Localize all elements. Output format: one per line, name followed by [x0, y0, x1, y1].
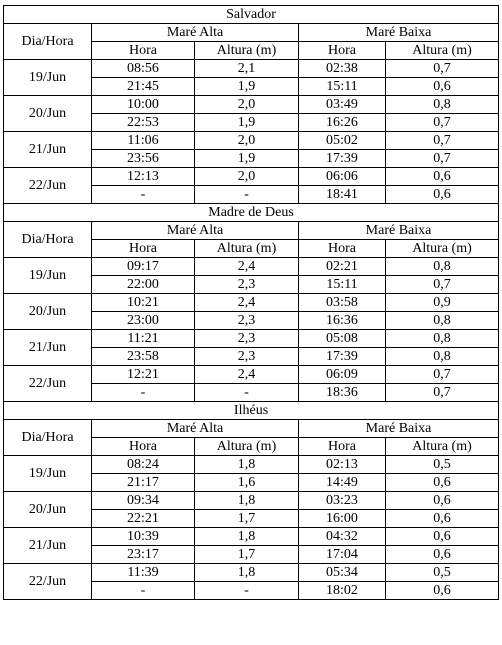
low-tide-height: 0,7 — [386, 114, 499, 132]
table-row — [4, 258, 499, 276]
table-row — [4, 96, 499, 114]
low-tide-time: 02:38 — [299, 60, 386, 78]
low-tide-height: 0,7 — [386, 60, 499, 78]
low-tide-hora-header: Hora — [299, 438, 386, 456]
high-tide-height: 2,3 — [195, 312, 299, 330]
high-tide-height: 2,4 — [195, 258, 299, 276]
high-tide-height: 1,6 — [195, 474, 299, 492]
low-tide-time: 03:49 — [299, 96, 386, 114]
high-tide-hora-header: Hora — [92, 42, 195, 60]
low-tide-height: 0,5 — [386, 564, 499, 582]
table-row — [4, 294, 499, 312]
low-tide-time: 04:32 — [299, 528, 386, 546]
low-tide-height: 0,6 — [386, 582, 499, 600]
high-tide-time: 21:45 — [92, 78, 195, 96]
location-title-row — [4, 204, 499, 222]
group-header-row — [4, 420, 499, 438]
low-tide-time: 18:36 — [299, 384, 386, 402]
high-tide-altura-header: Altura (m) — [195, 42, 299, 60]
low-tide-altura-header: Altura (m) — [386, 42, 499, 60]
low-tide-time: 18:02 — [299, 582, 386, 600]
low-tide-time: 16:00 — [299, 510, 386, 528]
day-hour-header: Dia/Hora — [4, 420, 92, 456]
table-row — [4, 366, 499, 384]
low-tide-time: 06:06 — [299, 168, 386, 186]
low-tide-height: 0,6 — [386, 186, 499, 204]
high-tide-time: 22:53 — [92, 114, 195, 132]
low-tide-time: 15:11 — [299, 78, 386, 96]
day-label: 21/Jun — [4, 528, 92, 564]
high-tide-time: 21:17 — [92, 474, 195, 492]
high-tide-height: 2,4 — [195, 366, 299, 384]
high-tide-time: 12:13 — [92, 168, 195, 186]
high-tide-time: 08:24 — [92, 456, 195, 474]
low-tide-time: 03:23 — [299, 492, 386, 510]
high-tide-time: 23:00 — [92, 312, 195, 330]
day-hour-header: Dia/Hora — [4, 222, 92, 258]
high-tide-height: 2,0 — [195, 168, 299, 186]
day-label: 22/Jun — [4, 564, 92, 600]
low-tide-time: 16:36 — [299, 312, 386, 330]
low-tide-time: 05:08 — [299, 330, 386, 348]
low-tide-hora-header: Hora — [299, 240, 386, 258]
day-label: 20/Jun — [4, 492, 92, 528]
low-tide-height: 0,7 — [386, 150, 499, 168]
low-tide-height: 0,6 — [386, 510, 499, 528]
high-tide-time: 10:39 — [92, 528, 195, 546]
group-header-row — [4, 222, 499, 240]
high-tide-height: 1,7 — [195, 510, 299, 528]
high-tide-header: Maré Alta — [92, 420, 299, 438]
location-title-row — [4, 402, 499, 420]
low-tide-header: Maré Baixa — [299, 24, 499, 42]
low-tide-height: 0,8 — [386, 330, 499, 348]
high-tide-time: - — [92, 186, 195, 204]
low-tide-height: 0,9 — [386, 294, 499, 312]
low-tide-height: 0,5 — [386, 456, 499, 474]
day-label: 21/Jun — [4, 132, 92, 168]
high-tide-time: 22:21 — [92, 510, 195, 528]
location-name: Ilhéus — [4, 402, 499, 420]
day-label: 22/Jun — [4, 168, 92, 204]
day-label: 20/Jun — [4, 96, 92, 132]
table-row — [4, 528, 499, 546]
day-label: 21/Jun — [4, 330, 92, 366]
high-tide-time: - — [92, 384, 195, 402]
low-tide-height: 0,7 — [386, 276, 499, 294]
day-label: 19/Jun — [4, 456, 92, 492]
high-tide-time: 23:58 — [92, 348, 195, 366]
high-tide-time: - — [92, 582, 195, 600]
high-tide-height: 2,3 — [195, 330, 299, 348]
high-tide-height: - — [195, 384, 299, 402]
high-tide-height: 2,0 — [195, 132, 299, 150]
high-tide-height: - — [195, 582, 299, 600]
high-tide-time: 11:39 — [92, 564, 195, 582]
high-tide-altura-header: Altura (m) — [195, 240, 299, 258]
high-tide-time: 09:17 — [92, 258, 195, 276]
low-tide-height: 0,6 — [386, 78, 499, 96]
high-tide-time: 23:17 — [92, 546, 195, 564]
low-tide-time: 06:09 — [299, 366, 386, 384]
table-row — [4, 456, 499, 474]
high-tide-hora-header: Hora — [92, 240, 195, 258]
high-tide-height: 1,9 — [195, 114, 299, 132]
day-hour-header: Dia/Hora — [4, 24, 92, 60]
high-tide-height: 2,3 — [195, 348, 299, 366]
low-tide-height: 0,6 — [386, 474, 499, 492]
low-tide-time: 05:34 — [299, 564, 386, 582]
high-tide-height: 2,3 — [195, 276, 299, 294]
low-tide-height: 0,8 — [386, 96, 499, 114]
day-label: 19/Jun — [4, 258, 92, 294]
low-tide-hora-header: Hora — [299, 42, 386, 60]
tide-table — [3, 5, 499, 600]
high-tide-time: 12:21 — [92, 366, 195, 384]
high-tide-header: Maré Alta — [92, 222, 299, 240]
table-row — [4, 564, 499, 582]
high-tide-time: 10:21 — [92, 294, 195, 312]
high-tide-height: 2,4 — [195, 294, 299, 312]
high-tide-height: 1,7 — [195, 546, 299, 564]
low-tide-time: 17:39 — [299, 348, 386, 366]
low-tide-height: 0,8 — [386, 258, 499, 276]
low-tide-height: 0,6 — [386, 546, 499, 564]
high-tide-height: 2,1 — [195, 60, 299, 78]
group-header-row — [4, 24, 499, 42]
low-tide-height: 0,8 — [386, 312, 499, 330]
high-tide-time: 11:06 — [92, 132, 195, 150]
low-tide-altura-header: Altura (m) — [386, 240, 499, 258]
high-tide-time: 10:00 — [92, 96, 195, 114]
location-name: Madre de Deus — [4, 204, 499, 222]
low-tide-time: 17:39 — [299, 150, 386, 168]
high-tide-time: 23:56 — [92, 150, 195, 168]
high-tide-height: 1,8 — [195, 456, 299, 474]
table-row — [4, 132, 499, 150]
low-tide-time: 05:02 — [299, 132, 386, 150]
low-tide-header: Maré Baixa — [299, 222, 499, 240]
high-tide-altura-header: Altura (m) — [195, 438, 299, 456]
low-tide-time: 18:41 — [299, 186, 386, 204]
low-tide-height: 0,8 — [386, 348, 499, 366]
low-tide-time: 16:26 — [299, 114, 386, 132]
high-tide-height: 2,0 — [195, 96, 299, 114]
table-row — [4, 492, 499, 510]
low-tide-header: Maré Baixa — [299, 420, 499, 438]
high-tide-height: 1,8 — [195, 564, 299, 582]
low-tide-time: 14:49 — [299, 474, 386, 492]
low-tide-height: 0,6 — [386, 528, 499, 546]
high-tide-header: Maré Alta — [92, 24, 299, 42]
high-tide-height: 1,8 — [195, 528, 299, 546]
location-title-row — [4, 6, 499, 24]
low-tide-height: 0,6 — [386, 492, 499, 510]
table-row — [4, 60, 499, 78]
high-tide-time: 11:21 — [92, 330, 195, 348]
high-tide-hora-header: Hora — [92, 438, 195, 456]
high-tide-time: 09:34 — [92, 492, 195, 510]
tide-table-body — [4, 6, 499, 600]
low-tide-height: 0,7 — [386, 366, 499, 384]
day-label: 20/Jun — [4, 294, 92, 330]
high-tide-height: - — [195, 186, 299, 204]
day-label: 19/Jun — [4, 60, 92, 96]
low-tide-height: 0,7 — [386, 132, 499, 150]
high-tide-height: 1,9 — [195, 78, 299, 96]
day-label: 22/Jun — [4, 366, 92, 402]
high-tide-height: 1,9 — [195, 150, 299, 168]
low-tide-time: 02:13 — [299, 456, 386, 474]
high-tide-height: 1,8 — [195, 492, 299, 510]
high-tide-time: 22:00 — [92, 276, 195, 294]
low-tide-height: 0,7 — [386, 384, 499, 402]
table-row — [4, 330, 499, 348]
low-tide-altura-header: Altura (m) — [386, 438, 499, 456]
table-row — [4, 168, 499, 186]
low-tide-height: 0,6 — [386, 168, 499, 186]
high-tide-time: 08:56 — [92, 60, 195, 78]
location-name: Salvador — [4, 6, 499, 24]
low-tide-time: 17:04 — [299, 546, 386, 564]
low-tide-time: 02:21 — [299, 258, 386, 276]
low-tide-time: 15:11 — [299, 276, 386, 294]
low-tide-time: 03:58 — [299, 294, 386, 312]
